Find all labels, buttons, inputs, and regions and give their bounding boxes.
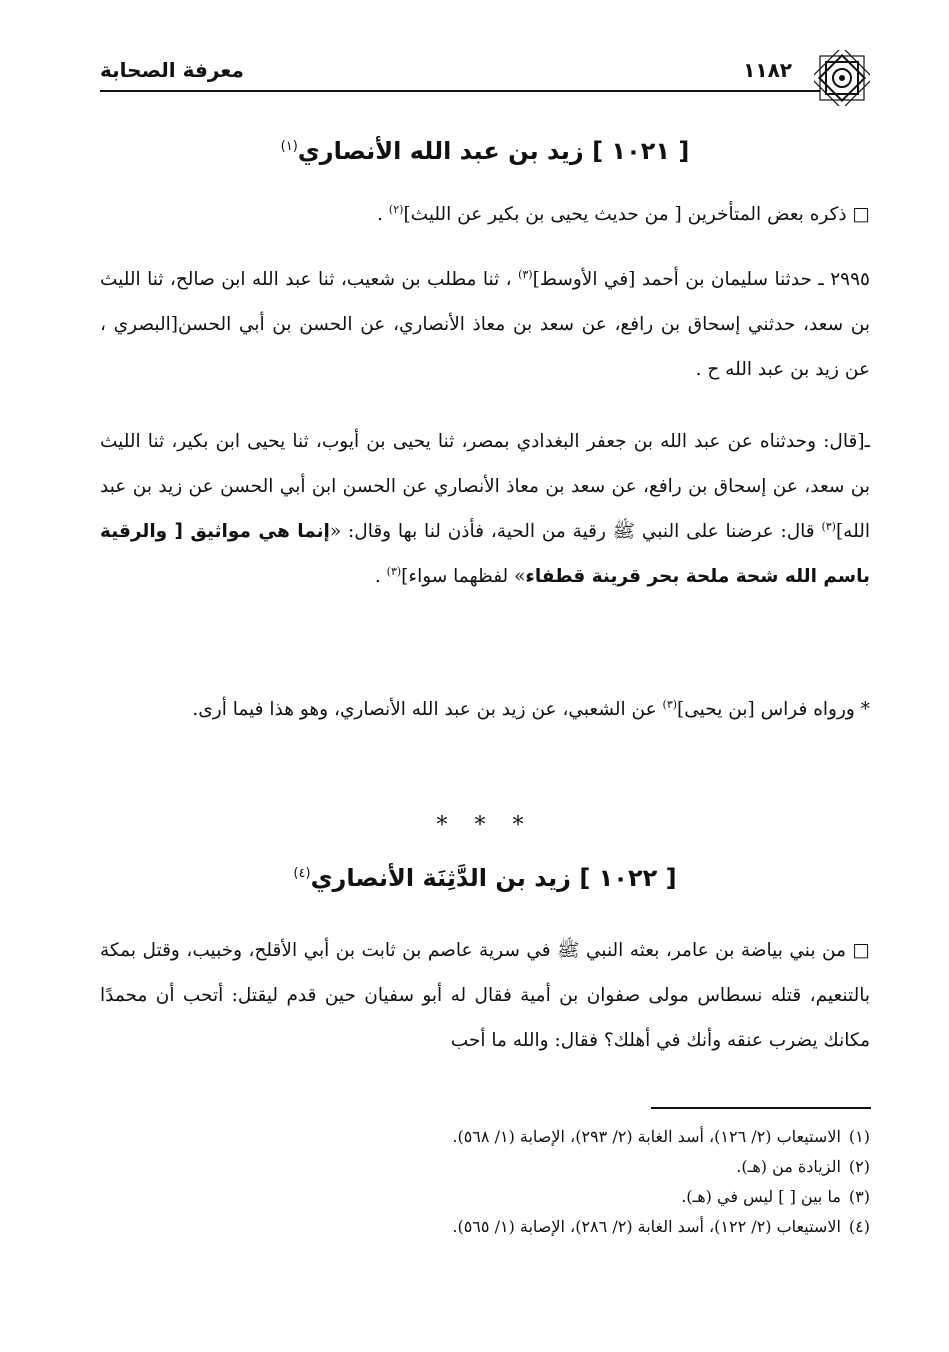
paragraph-text-cont: قال: عرضنا على النبي ﷺ رقية من الحية، فأذن لنا بها وقال: «	[329, 521, 822, 542]
page-number: ١١٨٢	[743, 58, 792, 82]
entry-heading-text: [ ١٠٢١ ] زيد بن عبد الله الأنصاري	[297, 137, 690, 165]
paragraph-text: ـ[قال: وحدثناه عن عبد الله بن جعفر البغدادي بمصر، ثنا يحيى بن أيوب، ثنا يحيى ابن بكير، ثنا الليث بن سعد، عن إسحاق بن رافع، عن سعد بن معاذ الأنصاري عن الحسن ابن أبي الحسن عن زيد بن عبد الله]	[100, 431, 870, 542]
section-separator: * * *	[436, 813, 534, 838]
paragraph-intro-1021	[100, 192, 870, 237]
quoted-text-bold: إنما هي مواثيق [ والرقية باسم الله شحة ملحة بحر قرينة قطفاء	[100, 521, 870, 587]
entry-heading-text: [ ١٠٢٢ ] زيد بن الدَّثِنَة الأنصاري	[310, 864, 677, 892]
paragraph-text-cont: عن الشعبي، عن زيد بن عبد الله الأنصاري، وهو هذا فيما أرى.	[192, 699, 663, 720]
paragraph-text: * ورواه فراس [بن يحيى]	[677, 699, 870, 720]
star-ornament-icon	[814, 50, 870, 106]
footnote-ref: (٤)	[293, 866, 311, 881]
footnote-text: الاستيعاب (٢/ ١٢٢)، أسد الغابة (٢/ ٢٨٦)، الإصابة (١/ ٥٦٥).	[452, 1217, 841, 1236]
paragraph-text-cont: ، ثنا مطلب بن شعيب، ثنا عبد الله ابن صالح، ثنا الليث بن سعد، حدثني إسحاق بن رافع، عن سعد بن معاذ الأنصاري، عن الحسن بن أبي الحسن[البصري ، عن زيد بن عبد الله ح .	[100, 269, 870, 380]
paragraph-tail: .	[377, 204, 389, 225]
footnote-2	[100, 1152, 870, 1182]
paragraph-second-chain	[100, 419, 870, 599]
footnote-number: (١)	[848, 1127, 870, 1146]
footnote-ref: (٣)	[821, 519, 836, 533]
footnote-ref: (٢)	[388, 202, 404, 216]
paragraph-tail: .	[374, 566, 387, 587]
footnote-1	[100, 1122, 870, 1152]
paragraph-intro-1022: □ من بني بياضة بن عامر، بعثه النبي ﷺ في سرية عاصم بن ثابت بن أبي الأقلح، وخبيب، وقتل بمكة بالتنعيم، قتله نسطاس مولى صفوان بن أمية فقال له أبو سفيان حين قدم ليقتل: أتحب أن محمدًا مكانك يضرب عنقه وأنك في أهلك؟ فقال: والله ما أحب	[100, 940, 870, 1051]
entry-heading-1021	[100, 137, 870, 165]
footnote-ref: (٣)	[662, 697, 678, 711]
header-rule	[100, 90, 820, 92]
footnote-number: (٢)	[848, 1157, 870, 1176]
footnote-3	[100, 1182, 870, 1212]
footnote-text: الزيادة من (هـ).	[736, 1157, 841, 1176]
book-title: معرفة الصحابة	[100, 58, 244, 82]
footnote-number: (٣)	[848, 1187, 870, 1206]
footnotes	[100, 1122, 870, 1242]
footnote-text: ما بين [ ] ليس في (هـ).	[681, 1187, 841, 1206]
footnote-ref: (٣)	[386, 564, 402, 578]
paragraph-text: ٢٩٩٥ ـ حدثنا سليمان بن أحمد [في الأوسط]	[532, 269, 870, 290]
paragraph-firas-narration	[100, 687, 870, 732]
paragraph-hadith-2995	[100, 257, 870, 392]
entry-heading-1022	[100, 864, 870, 892]
footnote-number: (٤)	[848, 1217, 870, 1236]
footnote-text: الاستيعاب (٢/ ١٢٦)، أسد الغابة (٢/ ٢٩٣)، الإصابة (١/ ٥٦٨).	[452, 1127, 841, 1146]
running-head	[100, 50, 870, 110]
paragraph-text: □ ذكره بعض المتأخرين [ من حديث يحيى بن بكير عن الليث]	[403, 204, 870, 225]
footnote-ref: (٣)	[518, 267, 533, 281]
footnote-4	[100, 1212, 870, 1242]
paragraph-text-cont: » لفظهما سواء]	[401, 566, 526, 587]
footnote-rule	[651, 1107, 871, 1109]
footnote-ref: (١)	[280, 139, 298, 154]
